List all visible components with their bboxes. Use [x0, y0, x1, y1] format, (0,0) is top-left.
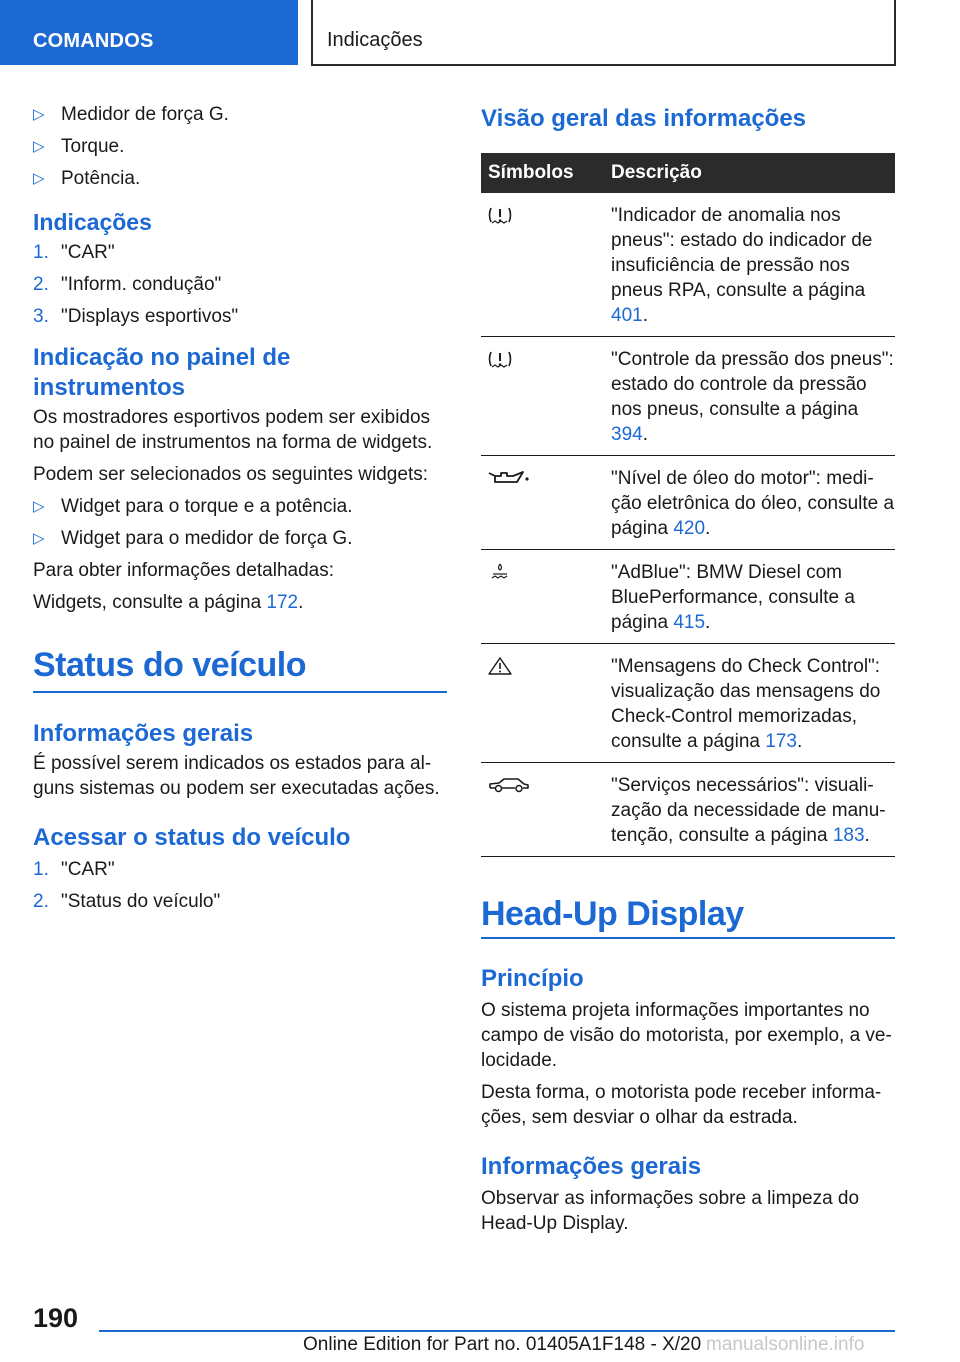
page-link[interactable]: 401: [611, 305, 643, 326]
page-link[interactable]: 173: [765, 731, 797, 752]
principio-paragraph: O sistema projeta informações importantes no campo de visão do motorista, por exemplo, a ve-locidade.: [481, 999, 892, 1071]
list-item: ▷ Potência.: [33, 168, 141, 189]
watermark: manualsonline.info: [706, 1334, 865, 1355]
widgets-reference: Widgets, consulte a página 172.: [33, 592, 304, 613]
list-item: ▷ Widget para o torque e a potência.: [33, 496, 353, 517]
table-row: [481, 550, 895, 644]
status-info-paragraph: É possível serem indicados os estados para al-guns sistemas ou podem ser executadas ações.: [33, 752, 440, 799]
warning-triangle-icon: [487, 656, 513, 676]
step-item: 3. "Displays esportivos": [33, 306, 239, 327]
hud-info-paragraph: Observar as informações sobre a limpeza do Head-Up Display.: [481, 1187, 860, 1234]
heading-rule: [481, 937, 895, 939]
footer-rule: [99, 1330, 895, 1332]
page-link[interactable]: 394: [611, 424, 643, 445]
status-info-heading: Informações gerais: [33, 719, 254, 747]
table-row: [481, 456, 895, 550]
section-tab: [0, 0, 298, 65]
triangle-bullet-icon: ▷: [33, 170, 45, 187]
chapter-label: Indicações: [327, 29, 423, 51]
page-number: 190: [33, 1303, 79, 1333]
table-row: [481, 193, 895, 337]
indicacoes-heading: Indicações: [33, 209, 152, 235]
tire-pressure-control-icon: [487, 349, 513, 369]
triangle-bullet-icon: ▷: [33, 498, 45, 515]
column-header-symbols: Símbolos: [488, 162, 574, 183]
top-bullet-list: [33, 102, 447, 191]
overview-heading: Visão geral das informações: [481, 105, 807, 132]
row-description: "AdBlue": BMW Diesel com BluePerformance, consulte a página 415.: [611, 562, 855, 633]
list-item: ▷ Medidor de força G.: [33, 104, 229, 125]
table-row: [481, 644, 895, 763]
widget-bullet-list: [33, 494, 447, 551]
right-column: [481, 102, 895, 1236]
heading-rule: [33, 691, 447, 693]
step-item: 1. "CAR": [33, 858, 115, 880]
row-description: "Mensagens do Check Control": visualização das mensagens do Check-Control memorizadas, consulte a página 173.: [611, 656, 881, 752]
section-label: COMANDOS: [33, 30, 154, 52]
acessar-heading: Acessar o status do veículo: [33, 823, 351, 851]
step-item: 2. "Inform. condução": [33, 274, 222, 295]
page-link[interactable]: 183: [832, 825, 865, 846]
page-link[interactable]: 420: [673, 518, 706, 539]
painel-paragraph: Os mostradores esportivos podem ser exibidos no painel de instrumentos na forma de widgets.: [33, 407, 433, 453]
table-row: [481, 763, 895, 857]
indicacoes-steps: [33, 240, 447, 329]
list-item: ▷ Widget para o medidor de força G.: [33, 528, 353, 549]
triangle-bullet-icon: ▷: [33, 138, 45, 155]
widgets-intro: Podem ser selecionados os seguintes widgets:: [33, 464, 429, 485]
row-description: "Serviços necessários": visuali-zação da necessidade de manu-tenção, consulte a página 183.: [611, 775, 886, 846]
car-service-icon: [487, 775, 531, 795]
triangle-bullet-icon: ▷: [33, 106, 45, 123]
symbols-table: [481, 153, 895, 857]
list-item: ▷ Torque.: [33, 136, 125, 157]
column-header-description: Descrição: [611, 162, 702, 183]
row-description: "Indicador de anomalia nos pneus": estado do indicador de insuficiência de pressão nos pneus RPA, consulte a página 401.: [611, 205, 873, 326]
table-header: [481, 153, 895, 193]
hud-info-heading: Informações gerais: [481, 1152, 702, 1180]
step-item: 2. "Status do veículo": [33, 890, 221, 912]
principio-paragraph-2: Desta forma, o motorista pode receber informa-ções, sem desviar o olhar da estrada.: [481, 1081, 882, 1128]
triangle-bullet-icon: ▷: [33, 530, 45, 547]
acessar-steps: [33, 857, 447, 914]
principio-heading: Princípio: [481, 964, 584, 992]
chapter-tab: [311, 0, 896, 66]
page-link[interactable]: 415: [673, 612, 706, 633]
table-row: [481, 337, 895, 456]
tire-pressure-warning-icon: [487, 205, 513, 225]
left-column: [33, 102, 447, 921]
details-intro: Para obter informações detalhadas:: [33, 560, 335, 581]
hud-heading: Head-Up Display: [481, 895, 744, 933]
row-description: "Controle da pressão dos pneus": estado do controle da pressão nos pneus, consulte a página 394.: [611, 349, 894, 445]
painel-heading: Indicação no painel de instrumentos: [33, 344, 291, 401]
status-heading: Status do veículo: [33, 646, 306, 684]
adblue-icon: [487, 562, 513, 582]
edition-text: Online Edition for Part no. 01405A1F148 - X/20: [303, 1334, 702, 1355]
page-link[interactable]: 172: [266, 592, 299, 613]
row-description: "Nível de óleo do motor": medi-ção eletrônica do óleo, consulte a página 420.: [611, 468, 895, 539]
oil-can-icon: [487, 468, 531, 488]
step-item: 1. "CAR": [33, 242, 115, 263]
